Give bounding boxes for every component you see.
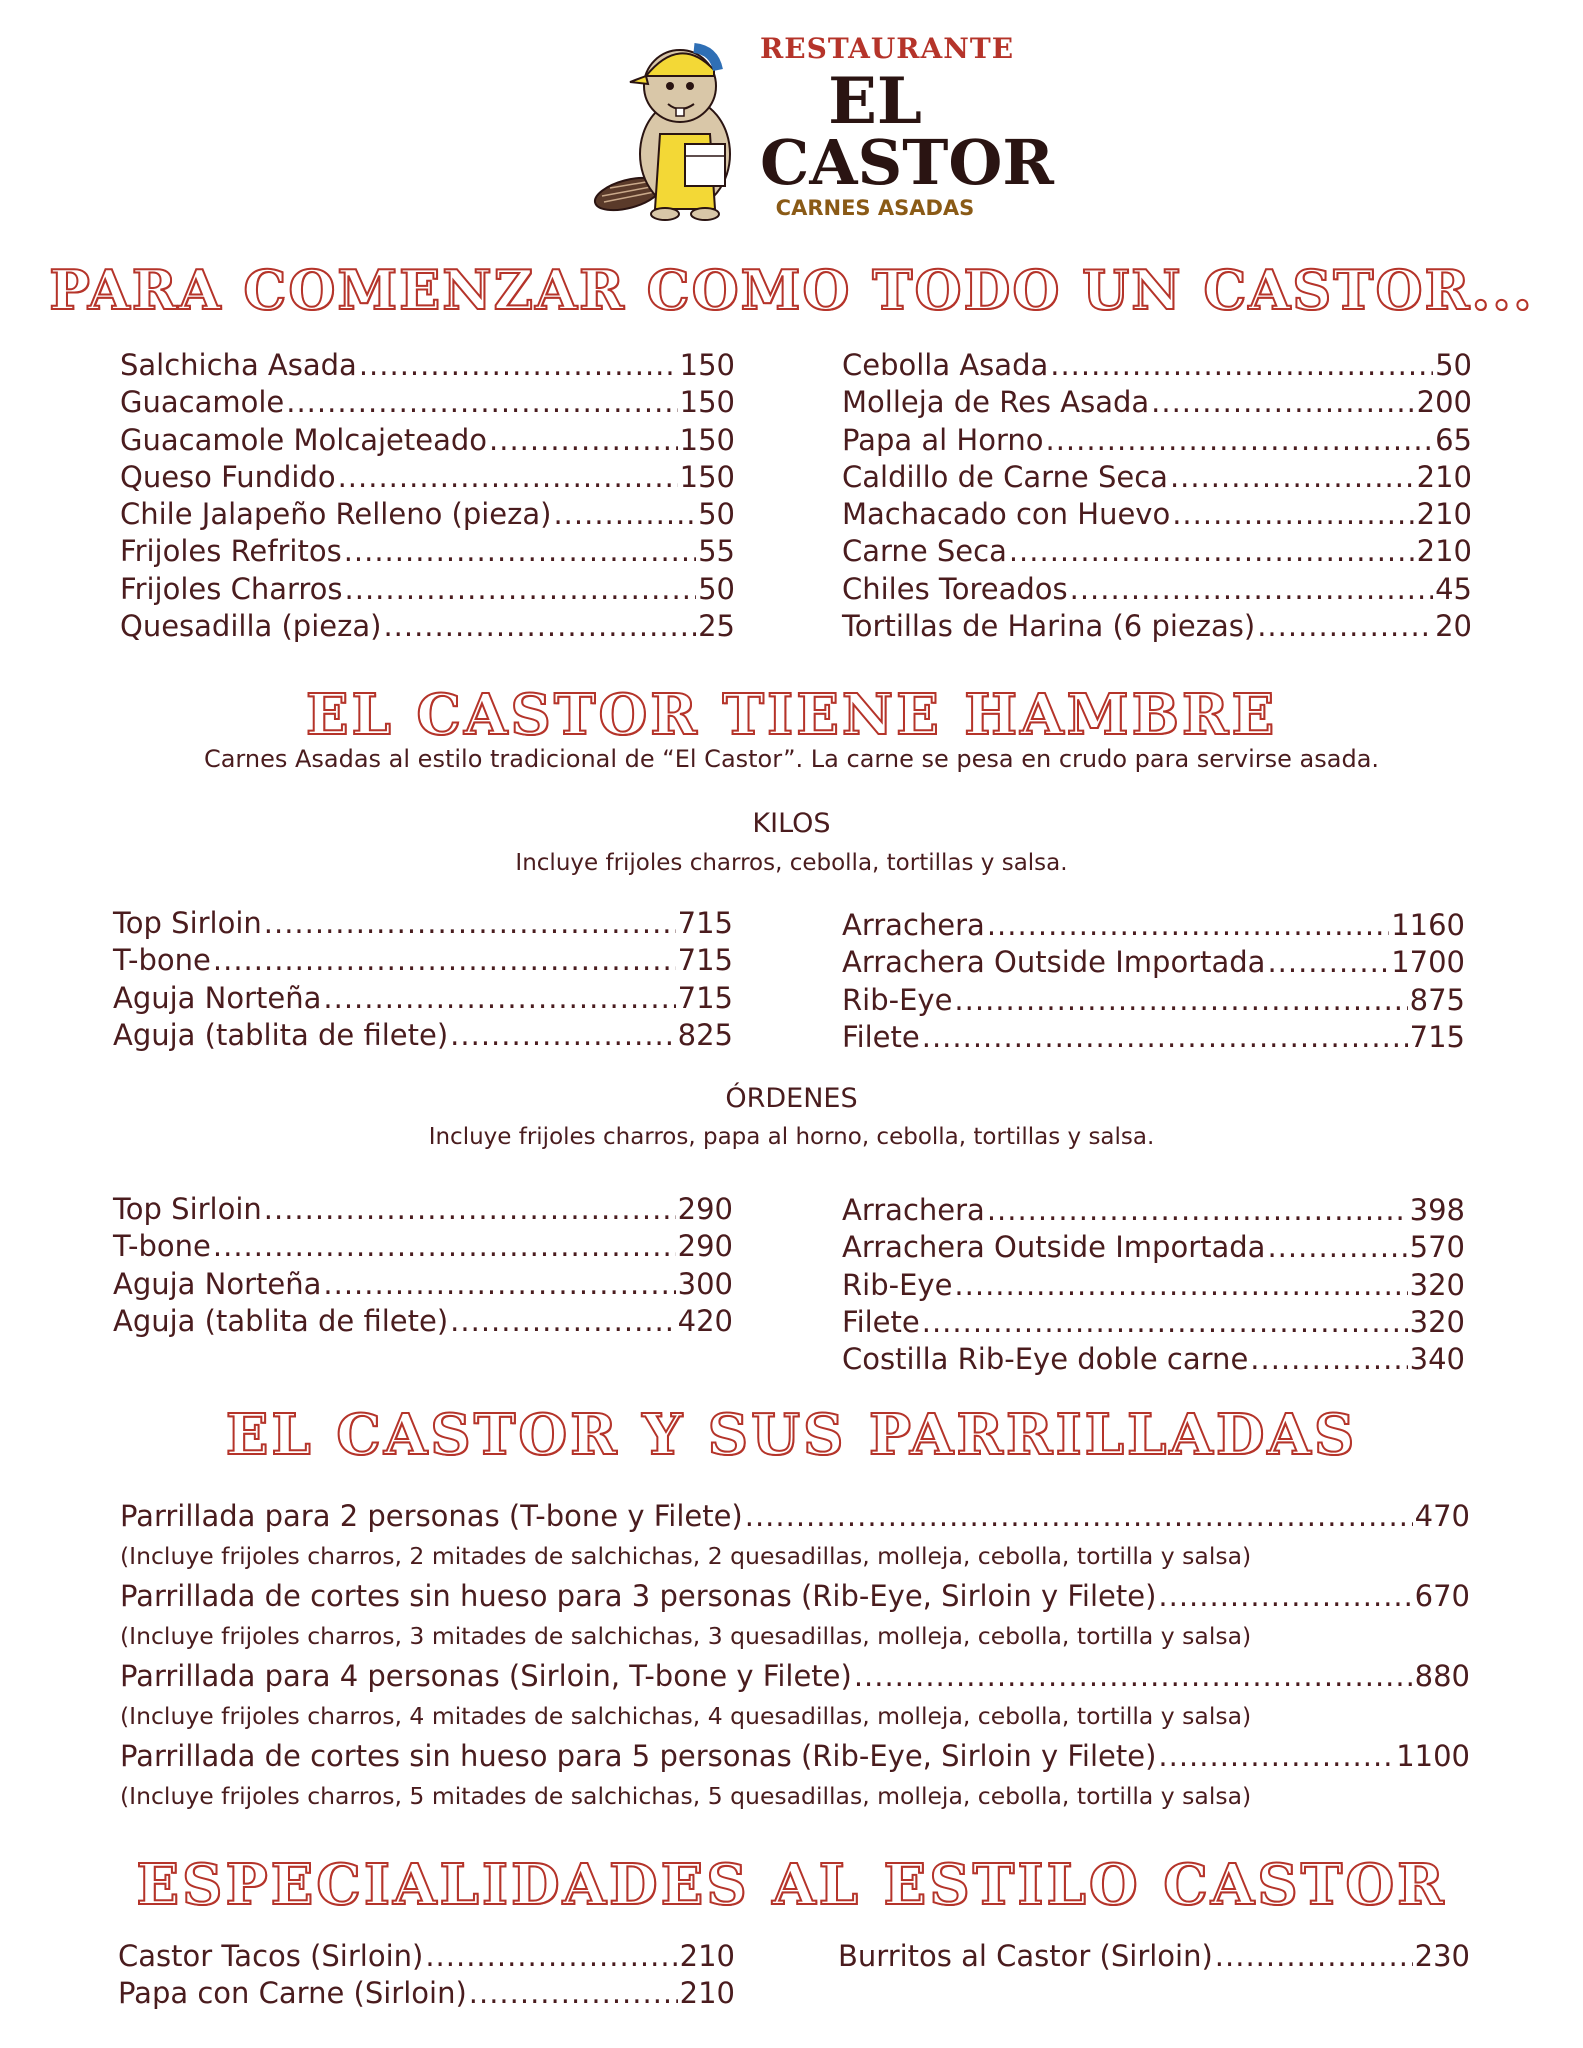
menu-item [842, 608, 1472, 645]
menu-item [842, 384, 1472, 421]
section-subtitle: Carnes Asadas al estilo tradicional de “El Castor”. La carne se pesa en crudo para servirse asada. [203, 745, 1380, 773]
menu-item-note: (Incluye frijoles charros, 4 mitades de salchichas, 4 quesadillas, molleja, cebolla, tortilla y salsa) [120, 1702, 1252, 1730]
menu-item-name: Parrillada para 2 personas (T-bone y Filete) [120, 1499, 743, 1533]
menu-item [113, 1303, 733, 1340]
menu-item-name: Queso Fundido [120, 459, 336, 494]
dot-leader [922, 1019, 1408, 1056]
especialidades-column-left [118, 1938, 735, 2013]
menu-item-name: Rib-Eye [842, 982, 953, 1017]
menu-item-name: Filete [842, 1304, 920, 1339]
dot-leader [425, 1938, 677, 1975]
menu-item-price: 65 [1435, 422, 1472, 457]
menu-item-price: 50 [698, 571, 735, 606]
menu-item [842, 1019, 1465, 1056]
menu-item-name: Arrachera Outside Importada [842, 945, 1266, 980]
dot-leader [987, 1192, 1408, 1229]
dot-leader [344, 533, 696, 570]
menu-item-price: 470 [1414, 1499, 1470, 1533]
dot-leader [1250, 1341, 1407, 1378]
menu-item-price: 200 [1416, 385, 1472, 420]
menu-item-name: Carne Seca [842, 534, 1007, 569]
menu-item-name: Parrillada de cortes sin hueso para 5 personas (Rib-Eye, Sirloin y Filete) [120, 1739, 1157, 1773]
menu-item [842, 944, 1465, 981]
menu-item-name: Arrachera [842, 908, 985, 942]
parrilladas-list [120, 1496, 1470, 1816]
dot-leader [954, 1267, 1407, 1304]
dot-leader [1172, 496, 1414, 533]
menu-item [842, 1341, 1465, 1378]
menu-item [113, 942, 733, 979]
restaurant-logo [590, 24, 1054, 224]
menu-item-price: 715 [1409, 1019, 1465, 1054]
menu-item-price: 210 [1416, 497, 1472, 532]
menu-item [120, 422, 735, 459]
menu-item-note: (Incluye frijoles charros, 5 mitades de salchichas, 5 quesadillas, molleja, cebolla, tortilla y salsa) [120, 1782, 1252, 1810]
dot-leader [359, 347, 678, 384]
dot-leader [1009, 533, 1415, 570]
menu-item-name: Burritos al Castor (Sirloin) [838, 1939, 1213, 1973]
menu-item-price: 290 [677, 1192, 733, 1226]
menu-item [838, 1938, 1470, 1975]
menu-item-name: Machacado con Huevo [842, 497, 1171, 532]
menu-item-name: Guacamole [120, 385, 285, 420]
menu-item [120, 384, 735, 421]
dot-leader [323, 980, 675, 1017]
menu-item-price: 715 [677, 906, 733, 940]
dot-leader [489, 422, 678, 459]
dot-leader [383, 608, 696, 645]
menu-item [842, 422, 1472, 459]
menu-column-left [120, 347, 735, 645]
menu-item-price: 210 [679, 1976, 735, 2011]
menu-item-name: Chiles Toreados [842, 571, 1068, 606]
logo-el-text: EL [828, 64, 922, 139]
menu-item-price: 825 [677, 1017, 733, 1052]
menu-item [120, 1496, 1470, 1536]
menu-item-name: Quesadilla (pieza) [120, 609, 382, 644]
menu-item-price: 1160 [1391, 908, 1465, 942]
kilos-column-right [842, 907, 1465, 1056]
menu-item [113, 980, 733, 1017]
menu-item [120, 1576, 1470, 1616]
menu-item [120, 1736, 1470, 1776]
menu-item [842, 347, 1472, 384]
ordenes-description: Incluye frijoles charros, papa al horno, cebolla, tortillas y salsa. [428, 1124, 1155, 1150]
menu-item [842, 1304, 1465, 1341]
menu-item-price: 150 [679, 385, 735, 420]
dot-leader [1257, 608, 1433, 645]
menu-item-price: 50 [698, 497, 735, 532]
menu-item [120, 533, 735, 570]
dot-leader [450, 1017, 675, 1054]
menu-item [120, 571, 735, 608]
menu-item-price: 290 [677, 1229, 733, 1264]
menu-item-price: 570 [1409, 1230, 1465, 1265]
menu-item-price: 20 [1435, 609, 1472, 644]
menu-item-price: 150 [679, 422, 735, 457]
kilos-column-left [113, 905, 733, 1054]
menu-item [118, 1975, 735, 2012]
menu-item-price: 150 [679, 348, 735, 382]
menu-item-name: Tortillas de Harina (6 piezas) [842, 609, 1256, 644]
menu-item-name: Chile Jalapeño Relleno (pieza) [120, 497, 552, 532]
menu-item-price: 875 [1409, 982, 1465, 1017]
menu-item-price: 210 [679, 1939, 735, 1973]
section-title-tiene-hambre: EL CASTOR TIENE HAMBRE [305, 682, 1278, 748]
menu-item [842, 459, 1472, 496]
especialidades-column-right [838, 1938, 1470, 1975]
logo-carnes-text: CARNES ASADAS [775, 196, 975, 220]
dot-leader [1215, 1938, 1413, 1975]
menu-item [120, 459, 735, 496]
menu-item [120, 496, 735, 533]
menu-item-price: 210 [1416, 534, 1472, 569]
ordenes-column-right [842, 1192, 1465, 1378]
menu-item-price: 880 [1414, 1659, 1470, 1693]
dot-leader [286, 384, 677, 421]
menu-item-note: (Incluye frijoles charros, 3 mitades de salchichas, 3 quesadillas, molleja, cebolla, tortilla y salsa) [120, 1622, 1252, 1650]
dot-leader [469, 1975, 678, 2012]
menu-item [842, 571, 1472, 608]
menu-item-price: 320 [1409, 1304, 1465, 1339]
dot-leader [1170, 459, 1415, 496]
menu-item [113, 1266, 733, 1303]
menu-item-price: 340 [1409, 1342, 1465, 1377]
menu-item [842, 1267, 1465, 1304]
menu-item-name: Papa al Horno [842, 422, 1044, 457]
section-title-parrilladas: EL CASTOR Y SUS PARRILLADAS [225, 1402, 1358, 1468]
menu-item-name: T-bone [113, 943, 211, 978]
dot-leader [264, 905, 676, 942]
menu-item-name: Parrillada para 4 personas (Sirloin, T-bone y Filete) [120, 1659, 852, 1693]
menu-item [842, 1229, 1465, 1266]
menu-item [120, 1656, 1470, 1696]
dot-leader [987, 907, 1389, 944]
kilos-description: Incluye frijoles charros, cebolla, tortillas y salsa. [515, 850, 1068, 876]
menu-item-name: Cebolla Asada [842, 348, 1049, 382]
menu-item-name: Rib-Eye [842, 1267, 953, 1302]
kilos-heading: KILOS [752, 808, 831, 839]
dot-leader [1267, 944, 1389, 981]
menu-item-price: 715 [677, 980, 733, 1015]
menu-item-name: Top Sirloin [113, 906, 262, 940]
menu-item-price: 45 [1435, 571, 1472, 606]
ordenes-heading: ÓRDENES [725, 1083, 858, 1114]
menu-item-price: 420 [677, 1303, 733, 1338]
dot-leader [1070, 571, 1433, 608]
ordenes-column-left [113, 1191, 733, 1340]
menu-item-price: 300 [677, 1266, 733, 1301]
dot-leader [264, 1191, 676, 1228]
menu-item-name: Aguja Norteña [113, 980, 322, 1015]
menu-item-name: Aguja (tablita de filete) [113, 1017, 449, 1052]
dot-leader [450, 1303, 675, 1340]
menu-item-price: 210 [1416, 459, 1472, 494]
menu-item-price: 230 [1414, 1939, 1470, 1973]
menu-item-name: Top Sirloin [113, 1192, 262, 1226]
menu-item-name: Caldillo de Carne Seca [842, 459, 1168, 494]
logo-castor-text: CASTOR [760, 126, 1054, 199]
menu-item-price: 1100 [1396, 1739, 1470, 1773]
menu-item-price: 50 [1435, 348, 1472, 382]
menu-item-price: 715 [677, 943, 733, 978]
menu-item-name: Costilla Rib-Eye doble carne [842, 1342, 1249, 1377]
section-title-especialidades: ESPECIALIDADES AL ESTILO CASTOR [136, 1852, 1447, 1918]
menu-item [120, 347, 735, 384]
menu-item [113, 1191, 733, 1228]
menu-item-name: Molleja de Res Asada [842, 385, 1150, 420]
menu-item [118, 1938, 735, 1975]
menu-item-name: Filete [842, 1019, 920, 1054]
dot-leader [213, 1228, 676, 1265]
menu-item-price: 55 [698, 534, 735, 569]
menu-item-note: (Incluye frijoles charros, 2 mitades de salchichas, 2 quesadillas, molleja, cebolla, tortilla y salsa) [120, 1542, 1252, 1570]
dot-leader [1046, 422, 1434, 459]
menu-item [120, 608, 735, 645]
section-title-para-comenzar: PARA COMENZAR COMO TODO UN CASTOR... [49, 258, 1534, 322]
menu-item-name: Arrachera [842, 1193, 985, 1227]
dot-leader [1267, 1229, 1407, 1266]
menu-item-name: Guacamole Molcajeteado [120, 422, 488, 457]
logo-restaurante-text: RESTAURANTE [760, 32, 1015, 65]
menu-item-price: 320 [1409, 1267, 1465, 1302]
dot-leader [1050, 347, 1433, 384]
dot-leader [323, 1266, 675, 1303]
menu-item-name: Parrillada de cortes sin hueso para 3 personas (Rib-Eye, Sirloin y Filete) [120, 1579, 1157, 1613]
dot-leader [922, 1304, 1408, 1341]
menu-item-price: 25 [698, 609, 735, 644]
dot-leader [213, 942, 676, 979]
menu-item-name: Castor Tacos (Sirloin) [118, 1939, 424, 1973]
menu-item-name: Aguja Norteña [113, 1266, 322, 1301]
menu-item [842, 533, 1472, 570]
menu-item [842, 1192, 1465, 1229]
menu-item-name: Papa con Carne (Sirloin) [118, 1976, 467, 2011]
menu-item [842, 496, 1472, 533]
menu-item-name: Aguja (tablita de filete) [113, 1303, 449, 1338]
menu-item [113, 905, 733, 942]
menu-item-name: Frijoles Charros [120, 571, 343, 606]
menu-item [113, 1017, 733, 1054]
menu-item-price: 150 [679, 459, 735, 494]
menu-item-name: Salchicha Asada [120, 348, 357, 382]
menu-item-name: T-bone [113, 1229, 211, 1264]
beaver-mascot-icon [590, 24, 760, 224]
dot-leader [954, 982, 1407, 1019]
menu-item-name: Frijoles Refritos [120, 534, 342, 569]
menu-column-right [842, 347, 1472, 645]
menu-item-name: Arrachera Outside Importada [842, 1230, 1266, 1265]
dot-leader [345, 571, 697, 608]
menu-item [842, 982, 1465, 1019]
menu-item-price: 670 [1414, 1579, 1470, 1613]
menu-item-price: 398 [1409, 1193, 1465, 1227]
menu-item [842, 907, 1465, 944]
dot-leader [1151, 384, 1414, 421]
dot-leader [553, 496, 696, 533]
menu-item [113, 1228, 733, 1265]
menu-item-price: 1700 [1391, 945, 1465, 980]
dot-leader [338, 459, 678, 496]
